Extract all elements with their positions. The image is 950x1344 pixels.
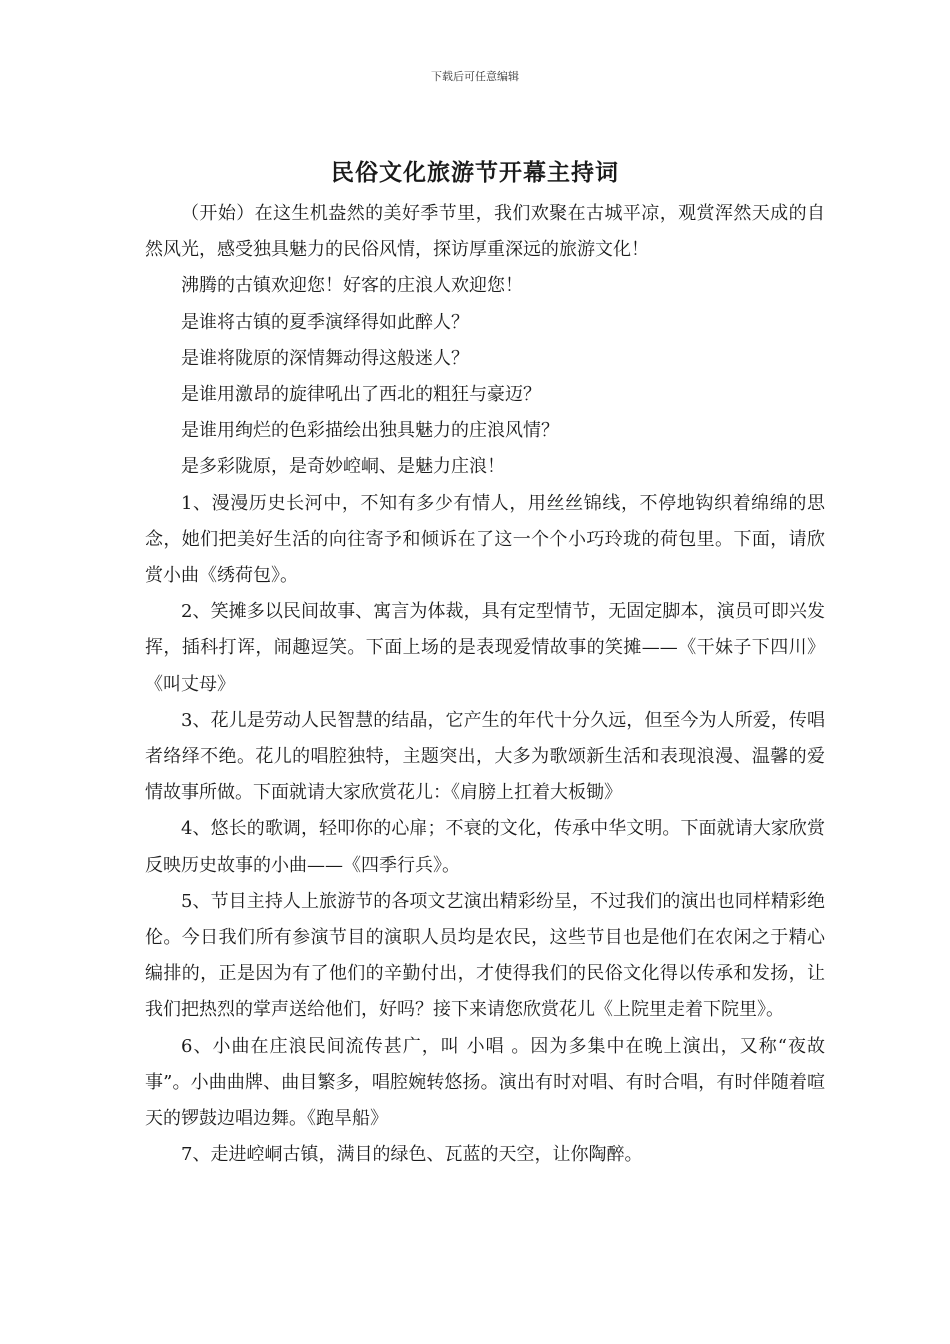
paragraph-item-5: 5、节目主持人上旅游节的各项文艺演出精彩纷呈，不过我们的演出也同样精彩绝伦。今日我们所有参演节目的演职人员均是农民，这些节目也是他们在农闲之于精心编排的，正是因为有了他们的辛勤付出，才使得我们的民俗文化得以传承和发扬，让我们把热烈的掌声送给他们，好吗？接下来请您欣赏花儿《上院里走着下院里》。 — [145, 890, 825, 1021]
paragraph-item-2: 2、笑摊多以民间故事、寓言为体裁，具有定型情节，无固定脚本，演员可即兴发挥，插科打诨，闹趣逗笑。下面上场的是表现爱情故事的笑摊——《干妹子下四川》《叫丈母》 — [145, 601, 825, 695]
paragraph-question-1: 是谁将古镇的夏季演绎得如此醉人？ — [181, 311, 469, 333]
paragraph-answer: 是多彩陇原，是奇妙崆峒、是魅力庄浪！ — [181, 456, 505, 478]
paragraph-item-1: 1、漫漫历史长河中，不知有多少有情人，用丝丝锦线，不停地钩织着绵绵的思念，她们把美好生活的向往寄予和倾诉在了这一个个小巧玲珑的荷包里。下面，请欣赏小曲《绣荷包》。 — [145, 492, 825, 587]
paragraph-item-6: 6、小曲在庄浪民间流传甚广，叫 小唱 。因为多集中在晚上演出，又称“夜故事”。小曲曲牌、曲目繁多，唱腔婉转悠扬。演出有时对唱、有时合唱，有时伴随着喧天的锣鼓边唱边舞。《跑旱船》 — [145, 1035, 825, 1130]
document-body — [145, 196, 825, 1173]
paragraph-item-7: 7、走进崆峒古镇，满目的绿色、瓦蓝的天空，让你陶醉。 — [181, 1144, 643, 1166]
paragraph-question-4: 是谁用绚烂的色彩描绘出独具魅力的庄浪风情？ — [181, 420, 559, 442]
paragraph-item-4: 4、悠长的歌调，轻叩你的心扉；不衰的文化，传承中华文明。下面就请大家欣赏反映历史故事的小曲——《四季行兵》。 — [145, 818, 825, 876]
paragraph-question-3: 是谁用激昂的旋律吼出了西北的粗狂与豪迈？ — [181, 384, 541, 406]
document-title: 民俗文化旅游节开幕主持词 — [331, 160, 619, 186]
paragraph-item-3: 3、花儿是劳动人民智慧的结晶，它产生的年代十分久远，但至今为人所爱，传唱者络绎不绝。花儿的唱腔独特，主题突出，大多为歌颂新生活和表现浪漫、温馨的爱情故事所做。下面就请大家欣赏花儿：《肩膀上扛着大板锄》 — [145, 709, 825, 804]
paragraph-welcome: 沸腾的古镇欢迎您！好客的庄浪人欢迎您！ — [181, 275, 523, 297]
paragraph-question-2: 是谁将陇原的深情舞动得这般迷人？ — [181, 347, 469, 369]
page-header-note: 下载后可任意编辑 — [431, 70, 519, 83]
paragraph-opening: （开始）在这生机盎然的美好季节里，我们欢聚在古城平凉，观赏浑然天成的自然风光，感受独具魅力的民俗风情，探访厚重深远的旅游文化！ — [145, 203, 825, 261]
